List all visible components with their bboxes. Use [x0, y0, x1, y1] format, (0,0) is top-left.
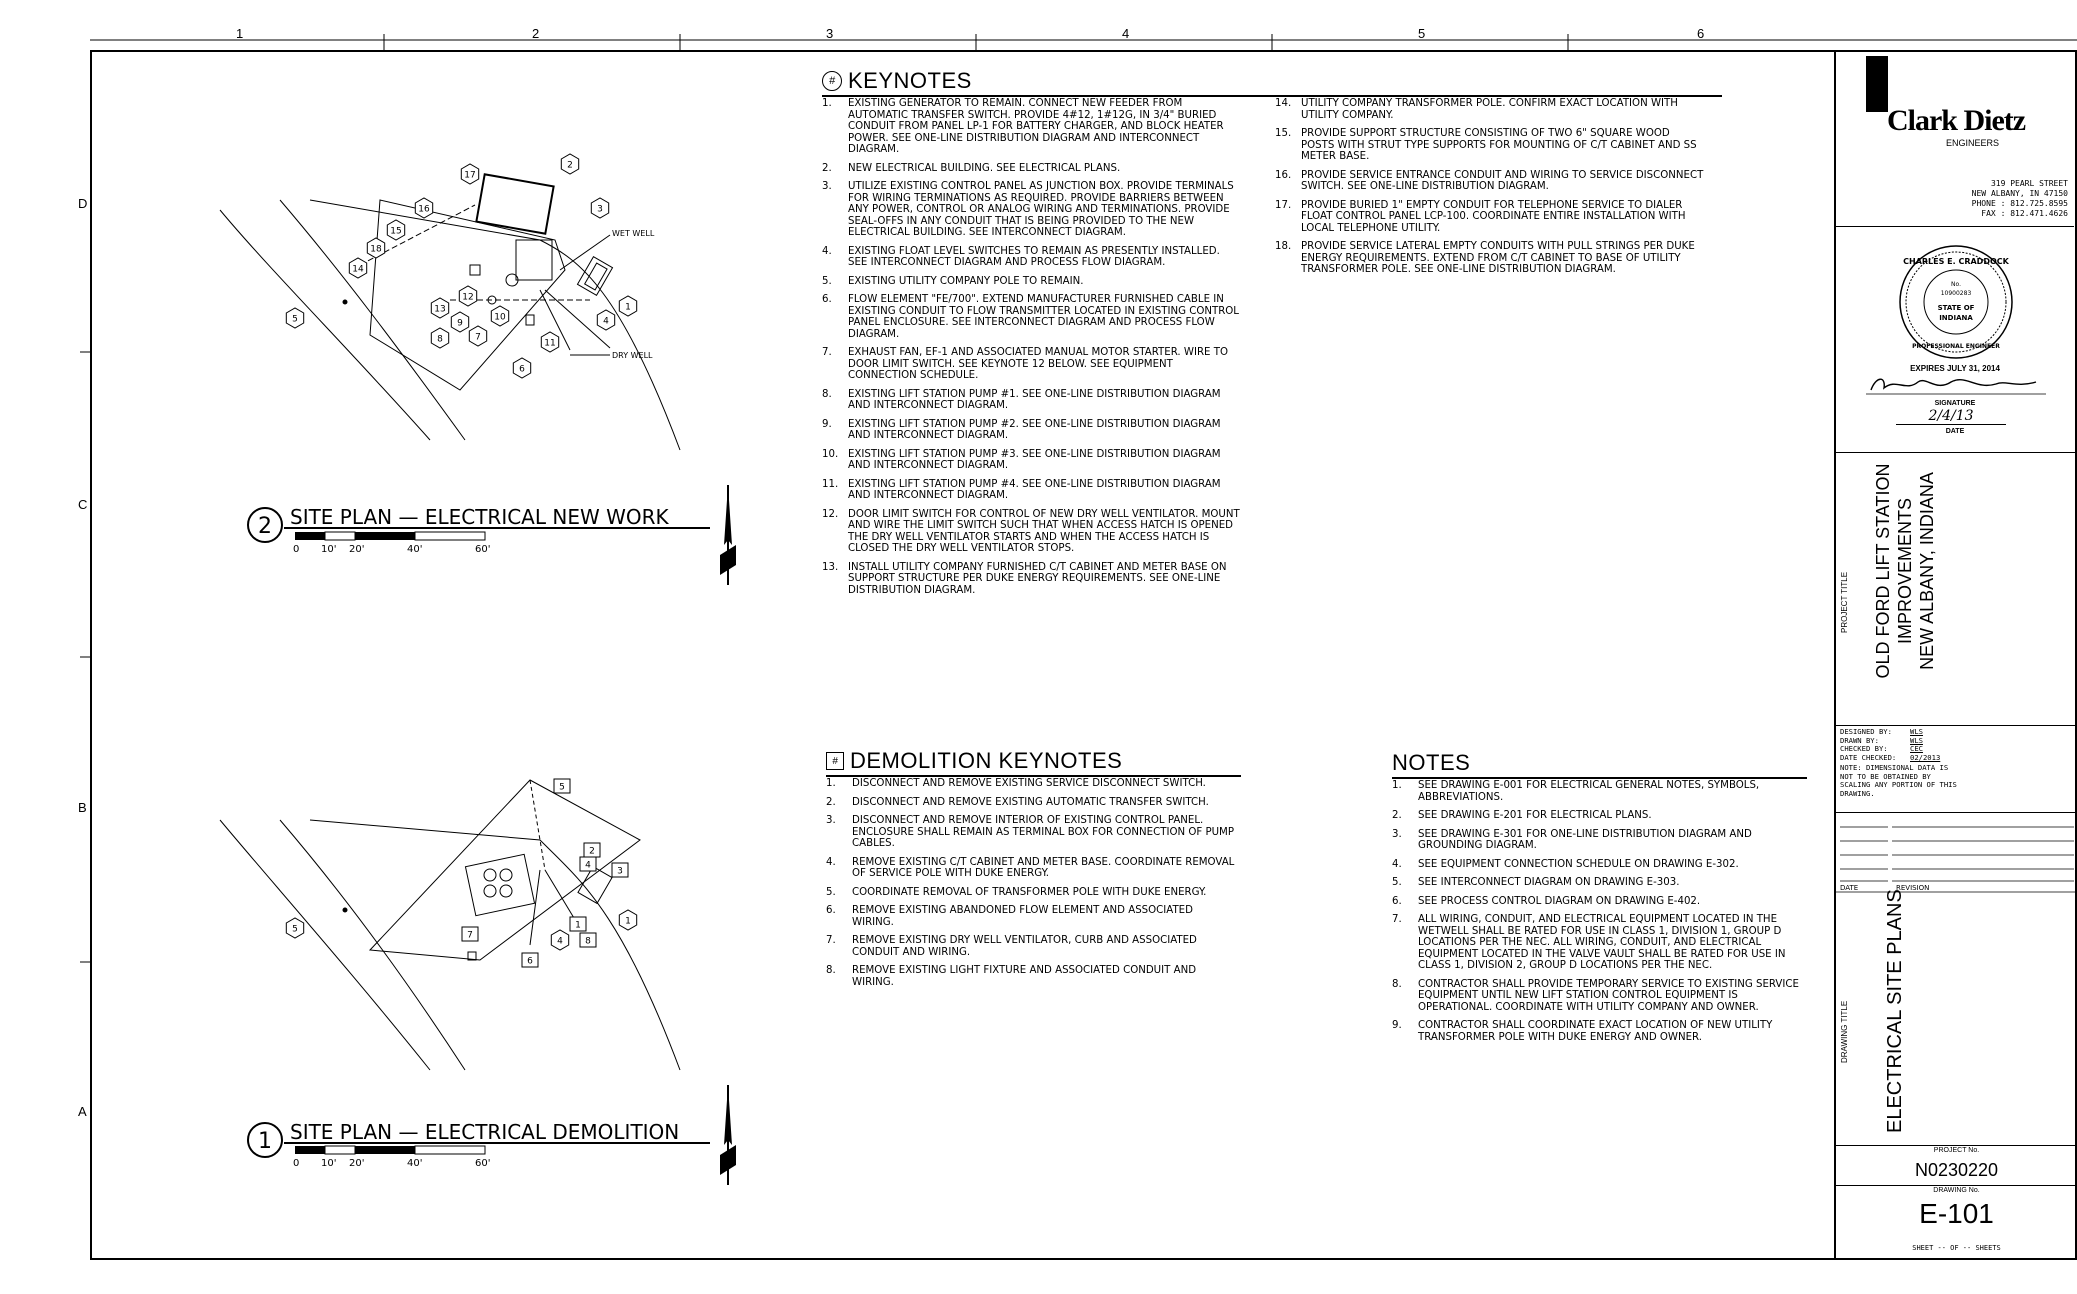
note-item	[826, 935, 1236, 958]
drawn-by-label: DRAWN BY:	[1840, 735, 1879, 745]
note-text: DOOR LIMIT SWITCH FOR CONTROL OF NEW DRY WELL VENTILATOR. MOUNT AND WIRE THE LIMIT SWITCH SUCH THAT WHEN ACCESS HATCH IS OPENED THE DRY WELL VENTILATOR STARTS AND WHEN THE ACCESS HATCH IS CLOSED THE DRY WELL VENTILATOR STOPS.	[848, 508, 1240, 554]
demolition-keynotes-title: DEMOLITION KEYNOTES	[850, 748, 1123, 773]
note-number: 8.	[822, 388, 832, 400]
callout-number: 5	[292, 924, 298, 935]
note-text: SEE DRAWING E-201 FOR ELECTRICAL PLANS.	[1418, 810, 1652, 821]
note-text: SEE DRAWING E-301 FOR ONE-LINE DISTRIBUTION DIAGRAM AND GROUNDING DIAGRAM.	[1418, 828, 1752, 851]
design-info	[1840, 728, 2072, 798]
note-number: 17.	[1275, 199, 1292, 211]
note-text: SEE EQUIPMENT CONNECTION SCHEDULE ON DRAWING E-302.	[1418, 858, 1739, 870]
note-item	[1392, 979, 1802, 1014]
note-item	[1275, 128, 1705, 163]
keynotes-section	[822, 68, 1722, 97]
note-item	[826, 778, 1236, 790]
note-item	[822, 181, 1242, 239]
project-title-line: IMPROVEMENTS	[1895, 498, 1915, 645]
scale-label: 20'	[349, 1158, 365, 1169]
firm-logo	[1846, 56, 2066, 150]
note-number: 6.	[826, 905, 836, 916]
note-number: 5.	[826, 886, 836, 898]
note-number: 12.	[822, 508, 839, 520]
detail-number: 1	[258, 1129, 272, 1154]
dimension-note: NOTE: DIMENSIONAL DATA IS NOT TO BE OBTAINED BY SCALING ANY PORTION OF THIS DRAWING.	[1840, 763, 1957, 798]
note-text: EXISTING LIFT STATION PUMP #1. SEE ONE-LINE DISTRIBUTION DIAGRAM AND INTERCONNECT DIAGRAM.	[848, 388, 1221, 411]
seal-name: CHARLES E. CRADDOCK	[1903, 257, 2009, 266]
note-text: PROVIDE BURIED 1" EMPTY CONDUIT FOR TELEPHONE SERVICE TO DIALER FLOAT CONTROL PANEL LCP-100. COORDINATE ENTIRE INSTALLATION WITH LOCAL TELEPHONE UTILITY.	[1301, 199, 1686, 234]
date-label: DATE	[1945, 428, 1965, 435]
note-item	[1275, 200, 1705, 235]
callout-number: 6	[519, 364, 525, 375]
signature-image	[1866, 372, 2046, 398]
note-item	[826, 887, 1236, 899]
note-text: INSTALL UTILITY COMPANY FURNISHED C/T CABINET AND METER BASE ON SUPPORT STRUCTURE PER DUKE ENERGY REQUIREMENTS. SEE ONE-LINE DISTRIBUTION DIAGRAM.	[848, 561, 1227, 596]
grid-col-5: 5	[1418, 26, 1426, 41]
callout-number: 1	[575, 920, 581, 931]
firm-sub: ENGINEERS	[1946, 138, 2000, 148]
note-number: 6.	[822, 294, 832, 305]
note-item	[822, 509, 1242, 555]
note-number: 9.	[822, 418, 832, 430]
callouts-new	[286, 154, 636, 378]
equipment-pad	[516, 240, 552, 280]
drawn-by: WLS	[1910, 735, 1923, 745]
note-text: COORDINATE REMOVAL OF TRANSFORMER POLE WITH DUKE ENERGY.	[852, 886, 1207, 898]
project-title	[1872, 461, 1938, 681]
note-item	[1392, 780, 1802, 803]
note-text: REMOVE EXISTING DRY WELL VENTILATOR, CURB AND ASSOCIATED CONDUIT AND WIRING.	[852, 935, 1197, 958]
note-number: 1.	[1392, 780, 1402, 791]
note-item	[1392, 877, 1802, 889]
note-item	[1392, 810, 1802, 822]
callout-number: 7	[467, 930, 473, 941]
project-title-line: NEW ALBANY, INDIANA	[1917, 472, 1937, 670]
note-number: 10.	[822, 448, 839, 460]
callout-number: 7	[475, 332, 481, 343]
keynotes-list-left	[822, 98, 1242, 603]
note-item	[1392, 859, 1802, 871]
callout-number: 8	[437, 334, 443, 345]
note-item	[826, 965, 1236, 988]
grid-row-d: D	[78, 196, 88, 211]
callout-number: 18	[370, 244, 382, 255]
note-text: EXISTING LIFT STATION PUMP #2. SEE ONE-LINE DISTRIBUTION DIAGRAM AND INTERCONNECT DIAGRAM.	[848, 418, 1221, 441]
callout-number: 4	[557, 936, 563, 947]
note-text: REMOVE EXISTING LIGHT FIXTURE AND ASSOCIATED CONDUIT AND WIRING.	[852, 965, 1197, 988]
scale-label: 60'	[475, 544, 491, 555]
expires-text: EXPIRES JULY 31, 2014	[1910, 364, 2000, 373]
notes-list	[1392, 780, 1802, 1050]
note-item	[1275, 241, 1705, 276]
plan-title-text: SITE PLAN — ELECTRICAL NEW WORK	[290, 505, 669, 529]
note-item	[822, 479, 1242, 502]
existing-structure	[465, 854, 534, 915]
note-number: 8.	[826, 965, 836, 976]
date-checked: 02/2013	[1910, 752, 1941, 762]
note-item	[826, 905, 1236, 928]
north-arrow-demo-icon	[716, 1085, 740, 1185]
note-text: SEE DRAWING E-001 FOR ELECTRICAL GENERAL NOTES, SYMBOLS, ABBREVIATIONS.	[1418, 780, 1760, 803]
note-item	[822, 276, 1242, 288]
note-text: EXISTING UTILITY COMPANY POLE TO REMAIN.	[848, 275, 1084, 287]
note-number: 6.	[1392, 895, 1402, 907]
note-number: 4.	[1392, 858, 1402, 870]
keynotes-list-right	[1275, 98, 1705, 283]
grid-row-a: A	[78, 1104, 87, 1119]
note-text: UTILIZE EXISTING CONTROL PANEL AS JUNCTION BOX. PROVIDE TERMINALS FOR WIRING TERMINATIONS AS REQUIRED. PROVIDE BARRIERS BETWEEN ANY POWER, CONTROL OR ANALOG WIRING AND TERMINATIONS. PROVIDE SEAL-OFFS IN ANY CONDUIT THAT IS BEING PROVIDED TO THE NEW ELECTRICAL BUILDING. SEE INTERCONNECT DIAGRAM.	[848, 181, 1234, 238]
grid-col-4: 4	[1122, 26, 1130, 41]
grid-col-2: 2	[532, 26, 540, 41]
note-number: 18.	[1275, 241, 1292, 252]
scale-label: 60'	[475, 1158, 491, 1169]
address-line: 319 PEARL STREET	[1990, 179, 2068, 188]
callout-number: 3	[617, 866, 623, 877]
drawing-title: ELECTRICAL SITE PLANS	[1884, 889, 1906, 1133]
callout-number: 1	[625, 916, 631, 927]
note-text: SEE INTERCONNECT DIAGRAM ON DRAWING E-303.	[1418, 877, 1680, 888]
note-item	[822, 449, 1242, 472]
drawing-no: E-101	[1919, 1198, 1994, 1229]
scale-label: 0	[293, 544, 300, 555]
note-text: DISCONNECT AND REMOVE EXISTING SERVICE DISCONNECT SWITCH.	[852, 778, 1206, 789]
grid-col-3: 3	[826, 26, 834, 41]
site-plan-new-drawing	[200, 140, 760, 460]
label-wet-well: WET WELL	[612, 229, 655, 238]
note-number: 8.	[1392, 978, 1402, 990]
note-item	[1392, 829, 1802, 852]
keynote-symbol-icon: #	[822, 71, 842, 91]
note-item	[1392, 914, 1802, 972]
title-block-firm	[1836, 54, 2074, 452]
note-text: PROVIDE SUPPORT STRUCTURE CONSISTING OF TWO 6" SQUARE WOOD POSTS WITH STRUT TYPE SUPPORTS FOR MOUNTING OF C/T CABINET AND SS METER BASE.	[1301, 128, 1697, 162]
note-number: 2.	[822, 162, 832, 174]
plan-title-text: SITE PLAN — ELECTRICAL DEMOLITION	[290, 1120, 680, 1144]
note-item	[826, 857, 1236, 880]
address-line: NEW ALBANY, IN 47150	[1971, 189, 2068, 198]
demolition-keynotes-list	[826, 778, 1236, 995]
note-item	[822, 419, 1242, 442]
note-text: UTILITY COMPANY TRANSFORMER POLE. CONFIRM EXACT LOCATION WITH UTILITY COMPANY.	[1301, 98, 1678, 121]
note-text: DISCONNECT AND REMOVE EXISTING AUTOMATIC TRANSFER SWITCH.	[852, 796, 1209, 808]
callout-number: 8	[585, 936, 591, 947]
note-item	[826, 797, 1236, 809]
callout-number: 11	[544, 338, 556, 349]
notes-header	[1392, 750, 1807, 779]
note-number: 5.	[1392, 877, 1402, 888]
address-line: PHONE : 812.725.8595	[1971, 199, 2068, 208]
grid-col-6: 6	[1697, 26, 1705, 41]
scale-label: 40'	[407, 544, 423, 555]
address-line: FAX : 812.471.4626	[1981, 209, 2068, 218]
note-item	[822, 562, 1242, 597]
callout-number: 13	[434, 304, 446, 315]
note-number: 16.	[1275, 169, 1292, 181]
seal-state1: STATE OF	[1937, 304, 1975, 312]
note-number: 3.	[826, 815, 836, 826]
engineer-seal	[1896, 242, 2016, 362]
project-no: N0230220	[1914, 1160, 1999, 1180]
rev-date-col: DATE	[1840, 884, 1859, 892]
callout-number: 1	[625, 302, 631, 313]
note-number: 7.	[1392, 914, 1402, 925]
callout-number: 4	[585, 860, 591, 871]
note-text: FLOW ELEMENT "FE/700". EXTEND MANUFACTURER FURNISHED CABLE IN EXISTING CONDUIT TO FLOW TRANSMITTER LOCATED IN EXISTING CONTROL PANEL ENCLOSURE. SEE INTERCONNECT DIAGRAM AND PROCESS FLOW DIAGRAM.	[848, 294, 1239, 340]
road-edge-1	[220, 210, 430, 440]
note-text: EXHAUST FAN, EF-1 AND ASSOCIATED MANUAL MOTOR STARTER. WIRE TO DOOR LIMIT SWITCH. SEE KEYNOTE 12 BELOW. SEE EQUIPMENT CONNECTION SCHEDULE.	[848, 347, 1228, 381]
project-no-label: PROJECT No.	[1933, 1147, 1980, 1154]
grid-col-1: 1	[236, 26, 244, 41]
callout-number: 4	[603, 316, 609, 327]
keynotes-title: KEYNOTES	[848, 68, 972, 93]
note-text: EXISTING GENERATOR TO REMAIN. CONNECT NEW FEEDER FROM AUTOMATIC TRANSFER SWITCH. PROVIDE 4#12, 1#12G, IN 3/4" BURIED CONDUIT FROM PANEL LP-1 FOR BATTERY CHARGER, AND BLOCK HEATER POWER. SEE ONE-LINE DISTRIBUTION DIAGRAM AND INTERCONNECT DIAGRAM.	[848, 98, 1224, 155]
note-item	[826, 815, 1236, 850]
rev-revision-col: REVISION	[1896, 884, 1930, 892]
note-item	[822, 347, 1242, 382]
callout-number: 5	[559, 782, 565, 793]
note-text: CONTRACTOR SHALL COORDINATE EXACT LOCATION OF NEW UTILITY TRANSFORMER POLE WITH DUKE ENERGY AND OWNER.	[1418, 1020, 1773, 1043]
checked-by-label: CHECKED BY:	[1840, 744, 1888, 753]
scale-bar-demo	[285, 1144, 505, 1174]
note-text: REMOVE EXISTING C/T CABINET AND METER BASE. COORDINATE REMOVAL OF SERVICE POLE WITH DUKE ENERGY.	[852, 856, 1235, 879]
grid-row-c: C	[78, 497, 88, 512]
note-number: 1.	[826, 778, 836, 789]
callout-number: 5	[292, 314, 298, 325]
note-text: EXISTING LIFT STATION PUMP #4. SEE ONE-LINE DISTRIBUTION DIAGRAM AND INTERCONNECT DIAGRAM.	[848, 478, 1221, 501]
designed-by-label: DESIGNED BY:	[1840, 727, 1892, 736]
note-number: 7.	[826, 935, 836, 946]
project-title-block	[1836, 453, 2077, 725]
note-number: 15.	[1275, 128, 1292, 139]
site-plan-demo-drawing	[200, 760, 760, 1090]
project-title-line: OLD FORD LIFT STATION	[1873, 463, 1893, 679]
drawing-no-label: DRAWING No.	[1933, 1187, 1980, 1194]
callout-number: 15	[390, 226, 402, 237]
north-arrow-new-icon	[716, 485, 740, 585]
scale-bar-new	[285, 530, 505, 560]
note-item	[822, 98, 1242, 156]
note-item	[822, 163, 1242, 175]
scale-label: 10'	[321, 544, 337, 555]
callout-number: 12	[462, 292, 474, 303]
note-number: 11.	[822, 478, 839, 490]
callout-number: 2	[567, 160, 573, 171]
callout-number: 9	[457, 318, 463, 329]
checked-by: CEC	[1910, 744, 1923, 753]
note-number: 4.	[822, 245, 832, 257]
seal-role: PROFESSIONAL ENGINEER	[1912, 343, 2000, 350]
note-item	[1392, 896, 1802, 908]
note-text: PROVIDE SERVICE LATERAL EMPTY CONDUITS WITH PULL STRINGS PER DUKE ENERGY REQUIREMENTS. EXTEND FROM C/T CABINET TO BASE OF UTILITY TRANSFORMER POLE. SEE ONE-LINE DISTRIBUTION DIAGRAM.	[1301, 241, 1695, 275]
note-item	[822, 294, 1242, 340]
note-text: ALL WIRING, CONDUIT, AND ELECTRICAL EQUIPMENT LOCATED IN THE WETWELL SHALL BE RATED FOR USE IN CLASS 1, DIVISION 1, GROUP D LOCATIONS PER THE NEC. ALL WIRING, CONDUIT, AND ELECTRICAL EQUIPMENT LOCATED IN THE VALVE VAULT SHALL BE RATED FOR USE IN CLASS 1, DIVISION 2, GROUP D LOCATIONS PER THE NEC.	[1418, 914, 1786, 971]
signature-label: SIGNATURE	[1934, 400, 1976, 407]
seal-no-label: No.	[1951, 281, 1961, 288]
callout-number: 17	[464, 170, 476, 181]
road-edge-1	[220, 820, 430, 1070]
note-number: 2.	[1392, 810, 1402, 821]
note-number: 2.	[826, 796, 836, 808]
label-dry-well: DRY WELL	[612, 351, 653, 360]
date-value: 2/4/13	[1896, 408, 2006, 425]
note-text: PROVIDE SERVICE ENTRANCE CONDUIT AND WIRING TO SERVICE DISCONNECT SWITCH. SEE ONE-LINE DISTRIBUTION DIAGRAM.	[1301, 169, 1704, 192]
note-number: 4.	[826, 856, 836, 868]
sheet-count: SHEET -- OF -- SHEETS	[1912, 1244, 2001, 1252]
scale-label: 10'	[321, 1158, 337, 1169]
designed-by: WLS	[1910, 727, 1923, 736]
note-number: 5.	[822, 275, 832, 287]
scale-label: 20'	[349, 544, 365, 555]
note-number: 14.	[1275, 98, 1292, 109]
callout-number: 3	[597, 204, 603, 215]
note-item	[1275, 98, 1705, 121]
callouts-demo	[286, 779, 636, 967]
note-text: CONTRACTOR SHALL PROVIDE TEMPORARY SERVICE TO EXISTING SERVICE EQUIPMENT UNTIL NEW LIFT STATION CONTROL EQUIPMENT IS OPERATIONAL. COORDINATE WITH UTILITY COMPANY AND OWNER.	[1418, 978, 1799, 1013]
date-checked-label: DATE CHECKED:	[1840, 752, 1897, 762]
note-text: EXISTING LIFT STATION PUMP #3. SEE ONE-LINE DISTRIBUTION DIAGRAM AND INTERCONNECT DIAGRAM.	[848, 448, 1221, 471]
note-item	[1275, 170, 1705, 193]
seal-no: 10900283	[1940, 290, 1972, 297]
scale-label: 0	[293, 1158, 300, 1169]
note-text: EXISTING FLOAT LEVEL SWITCHES TO REMAIN AS PRESENTLY INSTALLED. SEE INTERCONNECT DIAGRAM AND PROCESS FLOW DIAGRAM.	[848, 245, 1220, 268]
revision-table	[1836, 813, 2077, 893]
note-text: SEE PROCESS CONTROL DIAGRAM ON DRAWING E-402.	[1418, 895, 1701, 907]
note-number: 7.	[822, 347, 832, 358]
note-number: 13.	[822, 561, 839, 573]
note-number: 9.	[1392, 1020, 1402, 1031]
note-number: 3.	[1392, 828, 1402, 840]
note-text: REMOVE EXISTING ABANDONED FLOW ELEMENT AND ASSOCIATED WIRING.	[852, 905, 1193, 928]
detail-number: 2	[258, 514, 272, 539]
note-item	[822, 246, 1242, 269]
callout-number: 10	[494, 312, 506, 323]
drawing-title-label: DRAWING TITLE	[1840, 1000, 1849, 1063]
firm-name: Clark Dietz	[1886, 104, 2026, 137]
grid-row-b: B	[78, 800, 87, 815]
note-text: DISCONNECT AND REMOVE INTERIOR OF EXISTING CONTROL PANEL. ENCLOSURE SHALL REMAIN AS TERMINAL BOX FOR CONNECTION OF PUMP CABLES.	[852, 815, 1234, 849]
seal-state2: INDIANA	[1939, 314, 1973, 322]
callout-number: 14	[352, 264, 364, 275]
drawing-title-block	[1836, 889, 2077, 1145]
note-number: 3.	[822, 181, 832, 192]
note-text: NEW ELECTRICAL BUILDING. SEE ELECTRICAL PLANS.	[848, 162, 1121, 174]
notes-title: NOTES	[1392, 750, 1471, 775]
demolition-keynotes-header	[826, 748, 1241, 777]
callout-number: 2	[589, 846, 595, 857]
note-item	[822, 389, 1242, 412]
callout-number: 16	[418, 204, 430, 215]
demolition-symbol-icon: #	[826, 752, 844, 770]
note-number: 1.	[822, 98, 832, 109]
road-edge-2	[280, 200, 465, 440]
project-title-label: PROJECT TITLE	[1840, 571, 1849, 633]
note-item	[1392, 1020, 1802, 1043]
scale-label: 40'	[407, 1158, 423, 1169]
firm-address	[1836, 179, 2068, 219]
callout-number: 6	[527, 956, 533, 967]
